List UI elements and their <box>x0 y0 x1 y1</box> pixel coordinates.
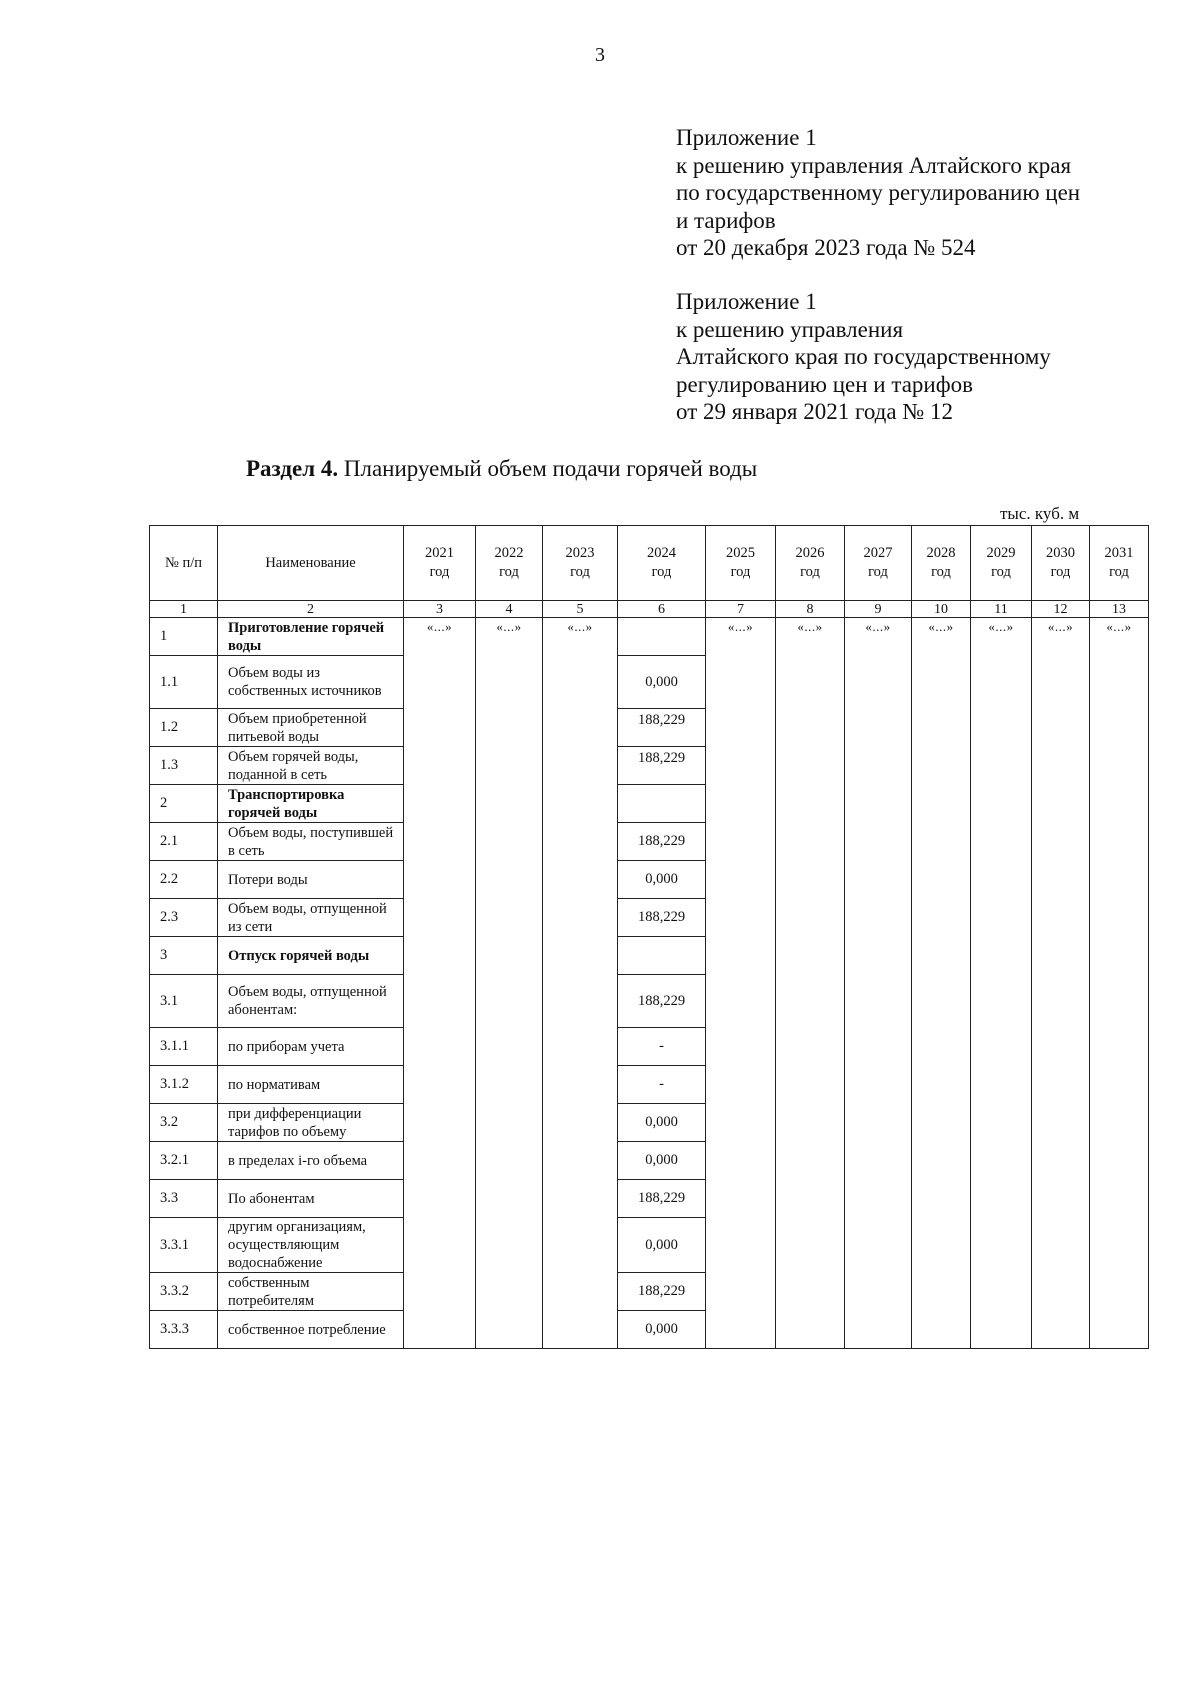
column-number: 10 <box>912 601 971 618</box>
value-2024 <box>618 785 706 823</box>
header-year-2030 <box>1032 526 1090 601</box>
row-number: 3.3.2 <box>150 1273 218 1311</box>
row-number: 3.3.1 <box>150 1218 218 1273</box>
value-2024: 188,229 <box>618 1180 706 1218</box>
header-year-word: год <box>651 564 672 580</box>
appendix-current-line: по государственному регулированию цен <box>676 180 1081 205</box>
appendix-original-block <box>676 288 1051 426</box>
header-year-number: 2024 <box>647 545 676 561</box>
value-2024: 188,229 <box>618 1273 706 1311</box>
header-year-word: год <box>1050 564 1071 580</box>
section-label: Раздел 4. <box>246 456 339 481</box>
row-number: 2 <box>150 785 218 823</box>
omitted-cell-2022: «...» <box>476 618 543 1349</box>
header-year-word: год <box>800 564 820 580</box>
row-name: другим организациям, осуществляющим водоснабжение <box>218 1218 404 1273</box>
row-name: Объем воды, поступившей в сеть <box>218 823 404 861</box>
row-number: 3.2 <box>150 1104 218 1142</box>
row-number: 2.3 <box>150 899 218 937</box>
header-year-number: 2026 <box>795 545 825 561</box>
omitted-cell-2026: «...» <box>776 618 845 1349</box>
row-name: Приготовление горячей воды <box>218 618 404 656</box>
row-name: по приборам учета <box>218 1028 404 1066</box>
appendix-current-line: Приложение 1 <box>676 125 817 150</box>
row-number: 1.1 <box>150 656 218 709</box>
header-year-number: 2023 <box>565 545 595 561</box>
column-number: 9 <box>845 601 912 618</box>
header-name: Наименование <box>218 526 404 601</box>
row-number: 3.1 <box>150 975 218 1028</box>
header-year-2024 <box>618 526 706 601</box>
header-year-2027 <box>845 526 912 601</box>
value-2024: 0,000 <box>618 656 706 709</box>
header-year-number: 2031 <box>1104 545 1134 561</box>
header-year-word: год <box>931 564 951 580</box>
column-number: 7 <box>706 601 776 618</box>
header-year-number: 2028 <box>926 545 956 561</box>
row-number: 1.3 <box>150 747 218 785</box>
row-number: 3 <box>150 937 218 975</box>
header-year-2025 <box>706 526 776 601</box>
row-name: Транспортировка горячей воды <box>218 785 404 823</box>
row-name: Отпуск горячей воды <box>218 937 404 975</box>
table-row <box>150 618 1149 656</box>
header-year-number: 2027 <box>863 545 893 561</box>
section-title <box>246 456 757 482</box>
header-year-number: 2029 <box>986 545 1016 561</box>
appendix-original-line: к решению управления <box>676 316 904 342</box>
column-number: 3 <box>404 601 476 618</box>
header-year-word: год <box>730 564 751 580</box>
page-number: 3 <box>595 44 605 66</box>
header-year-number: 2021 <box>425 545 454 561</box>
row-name: Потери воды <box>218 861 404 899</box>
column-number: 11 <box>971 601 1032 618</box>
hot-water-volume-table <box>149 525 1149 1349</box>
header-year-number: 2025 <box>726 545 755 561</box>
value-2024: 188,229 <box>618 899 706 937</box>
header-num: № п/п <box>150 526 218 601</box>
header-year-word: год <box>499 564 519 580</box>
row-name: Объем воды, отпущенной абонентам: <box>218 975 404 1028</box>
row-number: 1.2 <box>150 709 218 747</box>
row-number: 2.2 <box>150 861 218 899</box>
appendix-current-block <box>676 124 1080 262</box>
table-header-row <box>150 526 1149 601</box>
row-number: 2.1 <box>150 823 218 861</box>
header-year-2026 <box>776 526 845 601</box>
value-2024: 0,000 <box>618 861 706 899</box>
row-number: 3.3.3 <box>150 1311 218 1349</box>
column-number: 6 <box>618 601 706 618</box>
unit-label: тыс. куб. м <box>1000 504 1080 523</box>
appendix-current-line: от 20 декабря 2023 года № 524 <box>676 235 976 260</box>
value-2024: 188,229 <box>618 709 706 747</box>
header-year-number: 2022 <box>494 545 524 561</box>
column-number: 4 <box>476 601 543 618</box>
row-name: По абонентам <box>218 1180 404 1218</box>
value-2024: 0,000 <box>618 1311 706 1349</box>
value-2024: - <box>618 1066 706 1104</box>
row-name: Объем воды из собственных источников <box>218 656 404 709</box>
value-2024: 0,000 <box>618 1218 706 1273</box>
appendix-original-line: Алтайского края по государственному <box>676 344 1051 369</box>
row-name: в пределах i-го объема <box>218 1142 404 1180</box>
value-2024 <box>618 937 706 975</box>
appendix-current-line: к решению управления Алтайского края <box>676 152 1072 178</box>
omitted-cell-2031: «...» <box>1090 618 1149 1349</box>
appendix-original-line: регулированию цен и тарифов <box>676 371 973 397</box>
omitted-cell-2021: «...» <box>404 618 476 1349</box>
row-name: Объем горячей воды, поданной в сеть <box>218 747 404 785</box>
header-year-word: год <box>570 564 590 580</box>
row-name: собственное потребление <box>218 1311 404 1349</box>
header-year-2022 <box>476 526 543 601</box>
omitted-cell-2029: «...» <box>971 618 1032 1349</box>
omitted-cell-2028: «...» <box>912 618 971 1349</box>
row-number: 3.1.2 <box>150 1066 218 1104</box>
omitted-cell-2030: «...» <box>1032 618 1090 1349</box>
column-number: 12 <box>1032 601 1090 618</box>
row-name: собственным потребителям <box>218 1273 404 1311</box>
omitted-cell-2027: «...» <box>845 618 912 1349</box>
omitted-cell-2023: «...» <box>543 618 618 1349</box>
header-year-word: год <box>429 564 450 580</box>
column-number-row <box>150 601 1149 618</box>
column-number: 13 <box>1090 601 1149 618</box>
header-year-2028 <box>912 526 971 601</box>
row-number: 1 <box>150 618 218 656</box>
header-year-2029 <box>971 526 1032 601</box>
value-2024: 188,229 <box>618 823 706 861</box>
appendix-original-line: от 29 января 2021 года № 12 <box>676 399 954 424</box>
row-number: 3.2.1 <box>150 1142 218 1180</box>
column-number: 2 <box>218 601 404 618</box>
header-year-word: год <box>991 564 1011 580</box>
header-year-word: год <box>868 564 888 580</box>
row-number: 3.1.1 <box>150 1028 218 1066</box>
section-heading: Планируемый объем подачи горячей воды <box>343 456 758 481</box>
header-year-2023 <box>543 526 618 601</box>
column-number: 5 <box>543 601 618 618</box>
header-year-2021 <box>404 526 476 601</box>
value-2024: 0,000 <box>618 1142 706 1180</box>
header-year-word: год <box>1109 564 1129 580</box>
column-number: 1 <box>150 601 218 618</box>
omitted-cell-2025: «...» <box>706 618 776 1349</box>
row-name: по нормативам <box>218 1066 404 1104</box>
header-year-2031 <box>1090 526 1149 601</box>
row-name: Объем воды, отпущенной из сети <box>218 899 404 937</box>
value-2024: 0,000 <box>618 1104 706 1142</box>
appendix-current-line: и тарифов <box>676 207 776 233</box>
value-2024 <box>618 618 706 656</box>
value-2024: 188,229 <box>618 747 706 785</box>
appendix-original-line: Приложение 1 <box>676 289 817 314</box>
row-name: Объем приобретенной питьевой воды <box>218 709 404 747</box>
header-year-number: 2030 <box>1046 545 1075 561</box>
row-number: 3.3 <box>150 1180 218 1218</box>
column-number: 8 <box>776 601 845 618</box>
row-name: при дифференциации тарифов по объему <box>218 1104 404 1142</box>
value-2024: 188,229 <box>618 975 706 1028</box>
value-2024: - <box>618 1028 706 1066</box>
